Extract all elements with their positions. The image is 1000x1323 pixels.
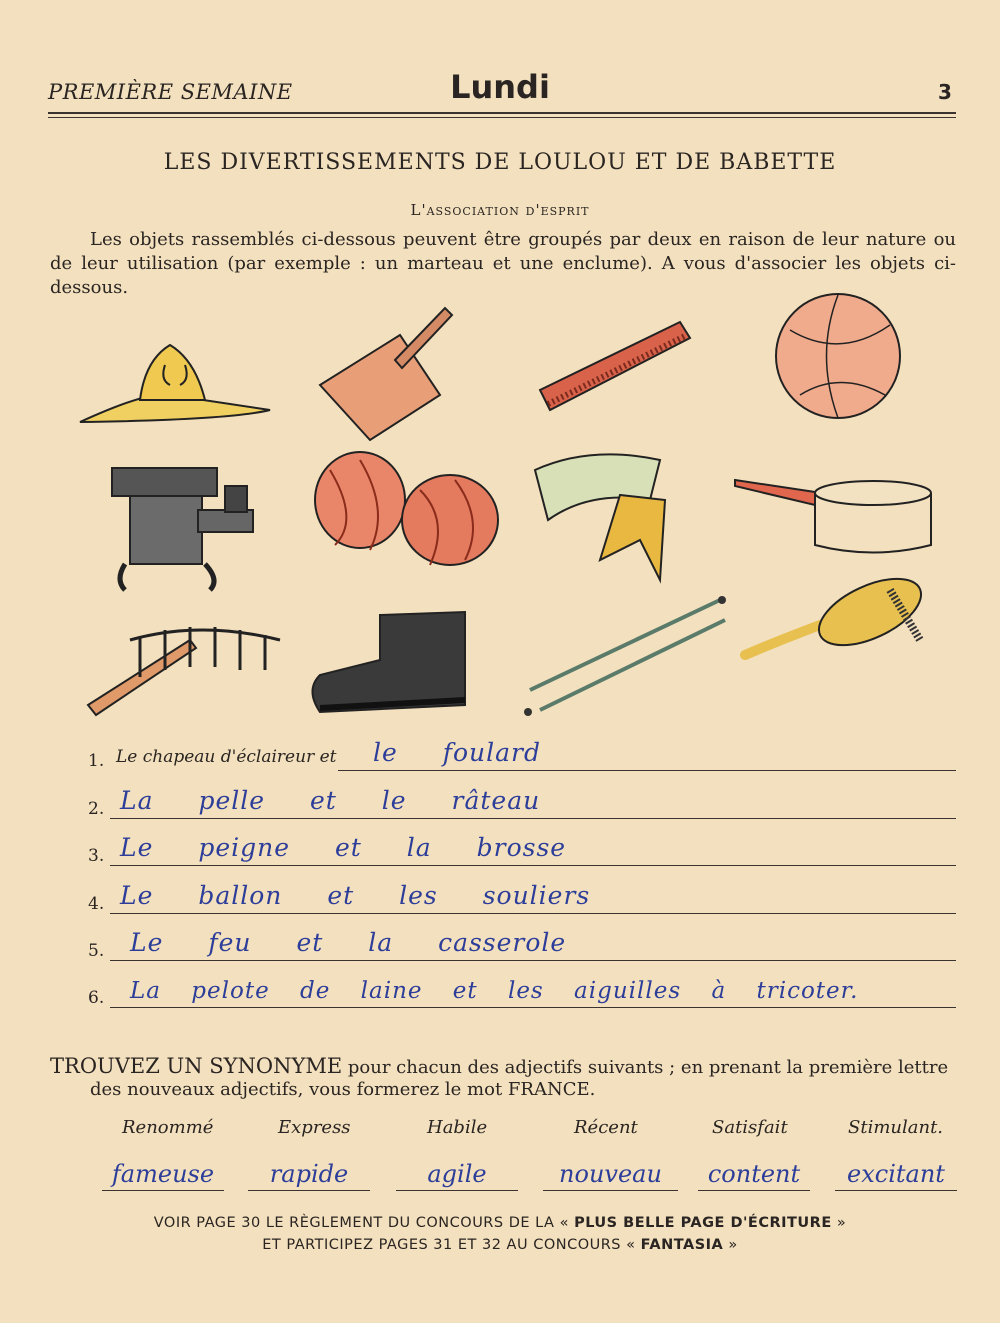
answer-number: 6. xyxy=(88,988,105,1008)
footer-line-1: VOIR PAGE 30 LE RÈGLEMENT DU CONCOURS DE LA « PLUS BELLE PAGE D'ÉCRITURE » xyxy=(153,1215,847,1231)
synonym-answer: agile xyxy=(427,1160,487,1188)
answer-number: 3. xyxy=(88,846,105,866)
answer-number: 4. xyxy=(88,894,105,914)
hat-icon xyxy=(80,345,270,422)
contest-name-fantasia: FANTASIA xyxy=(640,1237,724,1253)
answer-line-3 xyxy=(88,830,956,870)
contest-footer xyxy=(0,1212,1000,1256)
synonym-answer: rapide xyxy=(269,1160,349,1188)
boot-icon xyxy=(313,612,466,712)
answer-prompt: Le chapeau d'éclaireur et xyxy=(116,747,337,767)
adjective: Renommé xyxy=(122,1117,214,1138)
synonym-answer-line xyxy=(102,1158,224,1191)
scarf-icon xyxy=(535,454,665,580)
handwritten-answer: le foulard xyxy=(373,738,541,767)
instructions: Les objets rassemblés ci-dessous peuvent être groupés par deux en raison de leur nature ou de leur utilisation (par exemple : un marteau et une enclume). A vous d'associer les objets ci-dessous. xyxy=(50,229,956,298)
adjective: Stimulant. xyxy=(848,1117,944,1138)
answer-line-4 xyxy=(88,878,956,918)
brush-icon xyxy=(745,565,931,659)
answer-number: 5. xyxy=(88,941,105,961)
page-number: 3 xyxy=(938,80,952,104)
synonym-answer: excitant xyxy=(847,1160,945,1188)
section-subtitle: L'association d'esprit xyxy=(410,201,590,219)
week-label: PREMIÈRE SEMAINE xyxy=(48,80,293,104)
answer-number: 1. xyxy=(88,751,105,771)
synonym-answer-line xyxy=(835,1158,957,1191)
yarn-icon xyxy=(315,452,498,565)
synonym-answer: fameuse xyxy=(111,1160,215,1188)
day-title: Lundi xyxy=(450,68,550,106)
footer-line-2: ET PARTICIPEZ PAGES 31 ET 32 AU CONCOURS « FANTASIA » xyxy=(262,1237,738,1253)
synonym-heading: TROUVEZ UN SYNONYME xyxy=(50,1054,343,1078)
handwritten-answer: Le ballon et les souliers xyxy=(120,881,591,910)
answer-line-5 xyxy=(88,925,956,965)
adjective: Satisfait xyxy=(712,1117,788,1138)
answer-line-1 xyxy=(88,735,956,775)
handwritten-answer: Le peigne et la brosse xyxy=(120,833,567,862)
adjective: Habile xyxy=(427,1117,488,1138)
handwritten-answer: La pelle et le râteau xyxy=(120,786,541,815)
saucepan-icon xyxy=(735,480,931,553)
answer-line-6 xyxy=(88,972,956,1012)
shovel-icon xyxy=(320,308,452,440)
answer-number: 2. xyxy=(88,799,105,819)
knitting-needles-icon xyxy=(524,596,726,716)
synonym-answer-line xyxy=(396,1158,518,1191)
synonym-instructions xyxy=(50,1055,956,1101)
rake-icon xyxy=(88,627,280,715)
page-title: LES DIVERTISSEMENTS DE LOULOU ET DE BABETTE xyxy=(163,150,837,175)
ball-icon xyxy=(776,294,900,418)
handwritten-answer: La pelote de laine et les aiguilles à tricoter. xyxy=(130,978,859,1004)
adjective: Récent xyxy=(574,1117,638,1138)
answer-line-2 xyxy=(88,783,956,823)
adjective: Express xyxy=(278,1117,351,1138)
synonym-answer: content xyxy=(707,1160,801,1188)
synonym-answer-line xyxy=(543,1158,678,1191)
stove-icon xyxy=(112,468,253,590)
synonym-heading-rest: pour chacun des adjectifs suivants ; en prenant la première lettre xyxy=(342,1057,949,1078)
synonym-answer-line xyxy=(248,1158,370,1191)
comb-icon xyxy=(540,322,690,410)
synonym-heading-line2: des nouveaux adjectifs, vous formerez le mot FRANCE. xyxy=(90,1079,596,1100)
contest-name-ecriture: PLUS BELLE PAGE D'ÉCRITURE xyxy=(574,1215,832,1231)
handwritten-answer: Le feu et la casserole xyxy=(130,928,567,957)
synonym-answer: nouveau xyxy=(559,1160,662,1188)
synonym-answer-line xyxy=(698,1158,810,1191)
